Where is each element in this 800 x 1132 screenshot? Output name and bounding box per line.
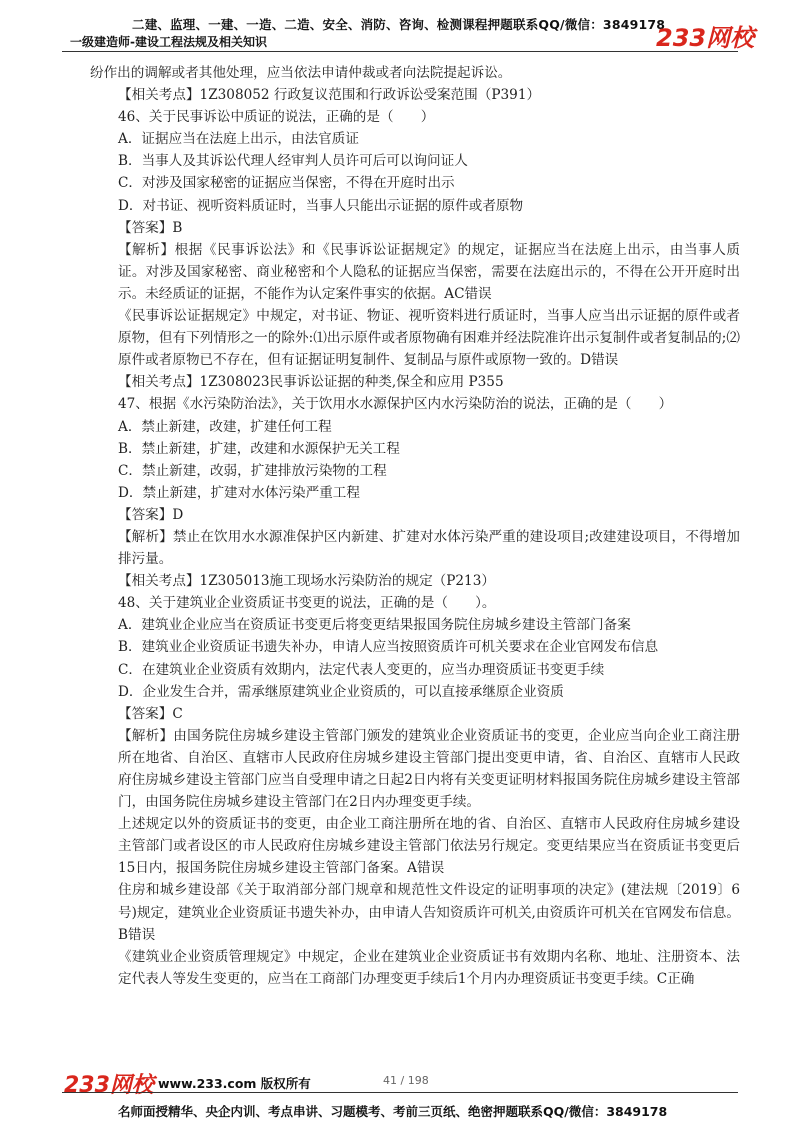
option-a: A．禁止新建，改建，扩建任何工程 [118,418,332,435]
page-header [0,0,800,50]
explanation: 【解析】由国务院住房城乡建设主管部门颁发的建筑业企业资质证书的变更，企业应当向企业工商注册所在地省、自治区、直辖市人民政府住房城乡建设主管部门提出变更申请，省、自治区、直辖市人民政府住房城乡建设主管部门应当自受理申请之日起2日内将有关变更证明材料报国务院住房城乡建设主管部门，由国务院住房城乡建设主管部门在2日内办理变更手续。 [118,727,740,811]
option-c: C．禁止新建，改弱，扩建排放污染物的工程 [118,462,387,479]
option-c: C．在建筑业企业资质有效期内，法定代表人变更的，应当办理资质证书变更手续 [118,661,605,678]
option-a: A．证据应当在法庭上出示，由法官质证 [118,131,359,148]
explanation-paragraph: 《建筑业企业资质管理规定》中规定，企业在建筑业企业资质证书有效期内名称、地址、注册资本、法定代表人等发生变更的，应当在工商部门办理变更手续后1个月内办理资质证书变更手续。C正确 [118,948,740,987]
option-c: C．对涉及国家秘密的证据应当保密，不得在开庭时出示 [118,175,455,192]
brand-logo: 233网校 [656,24,755,52]
option-b: B．禁止新建，扩建，改建和水源保护无关工程 [118,440,400,457]
footer-divider [62,1092,738,1093]
explanation-paragraph: 《民事诉讼证据规定》中规定，对书证、物证、视听资料进行质证时，当事人应当出示证据的原件或者原物，但有下列情形之一的除外:⑴出示原件或者原物确有困难并经法院准许出示复制件或者复制品的;⑵原件或者原物已不存在，但有证据证明复制件、复制品与原件或原物一致的。D错误 [118,308,740,369]
paragraph-continuation: 纷作出的调解或者其他处理，应当依法申请仲裁或者向法院提起诉讼。 [90,65,512,81]
question-47: 47、根据《水污染防治法》，关于饮用水水源保护区内水污染防治的说法，正确的是（ ） [118,396,673,413]
page-number: 41 / 198 [383,1074,429,1087]
answer: 【答案】C [118,705,183,722]
header-divider [62,51,738,52]
header-contact-line: 二建、监理、一建、一造、二造、安全、消防、咨询、检测课程押题联系QQ/微信：3849178 [132,17,666,32]
answer: 【答案】D [118,506,184,523]
option-d: D．对书证、视听资料质证时，当事人只能出示证据的原件或者原物 [118,197,524,214]
option-b: B．当事人及其诉讼代理人经审判人员许可后可以询问证人 [118,153,468,170]
explanation: 【解析】根据《民事诉讼法》和《民事诉讼证据规定》的规定，证据应当在法庭上出示，由当事人质证。对涉及国家秘密、商业秘密和个人隐私的证据应当保密，需要在法庭出示的，不得在公开开庭时出示。未经质证的证据，不能作为认定案件事实的依据。AC错误 [118,241,740,302]
option-d: D．企业发生合并，需承继原建筑业企业资质的，可以直接承继原企业资质 [118,683,564,700]
related-topic: 【相关考点】1Z308052 行政复议范围和行政诉讼受案范围（P391） [118,87,541,104]
related-topic: 【相关考点】1Z308023民事诉讼证据的种类,保全和应用 P355 [118,374,504,391]
header-subject-title: 一级建造师-建设工程法规及相关知识 [70,35,267,49]
answer: 【答案】B [118,219,183,236]
document-body [90,62,740,990]
option-a: A．建筑业企业应当在资质证书变更后将变更结果报国务院住房城乡建设主管部门备案 [118,617,631,634]
question-46: 46、关于民事诉讼中质证的说法，正确的是（ ） [118,109,435,126]
explanation-paragraph: 上述规定以外的资质证书的变更，由企业工商注册所在地的省、自治区、直辖市人民政府住房城乡建设主管部门或者设区的市人民政府住房城乡建设主管部门依法另行规定。变更结果应当在资质证书变更后15日内，报国务院住房城乡建设主管部门备案。A错误 [118,816,740,877]
footer-promo-line: 名师面授精华、央企内训、考点串讲、习题模考、考前三页纸、绝密押题联系QQ/微信：3849178 [118,1104,668,1119]
footer-copyright: www.233.com 版权所有 [158,1076,311,1091]
related-topic: 【相关考点】1Z305013施工现场水污染防治的规定（P213） [118,573,495,590]
option-b: B．建筑业企业资质证书遗失补办，申请人应当按照资质许可机关要求在企业官网发布信息 [118,639,659,656]
option-d: D．禁止新建，扩建对水体污染严重工程 [118,484,360,501]
explanation-paragraph: 住房和城乡建设部《关于取消部分部门规章和规范性文件设定的证明事项的决定》(建法规〔2019〕6号)规定，建筑业企业资质证书遗失补办，由申请人告知资质许可机关,由资质许可机关在官网发布信息。B错误 [118,882,740,943]
explanation: 【解析】禁止在饮用水水源准保护区内新建、扩建对水体污染严重的建设项目;改建建设项目，不得增加排污量。 [118,528,740,568]
footer-logo: 233网校 [64,1073,154,1098]
question-48: 48、关于建筑业企业资质证书变更的说法，正确的是（ ）。 [118,595,496,612]
